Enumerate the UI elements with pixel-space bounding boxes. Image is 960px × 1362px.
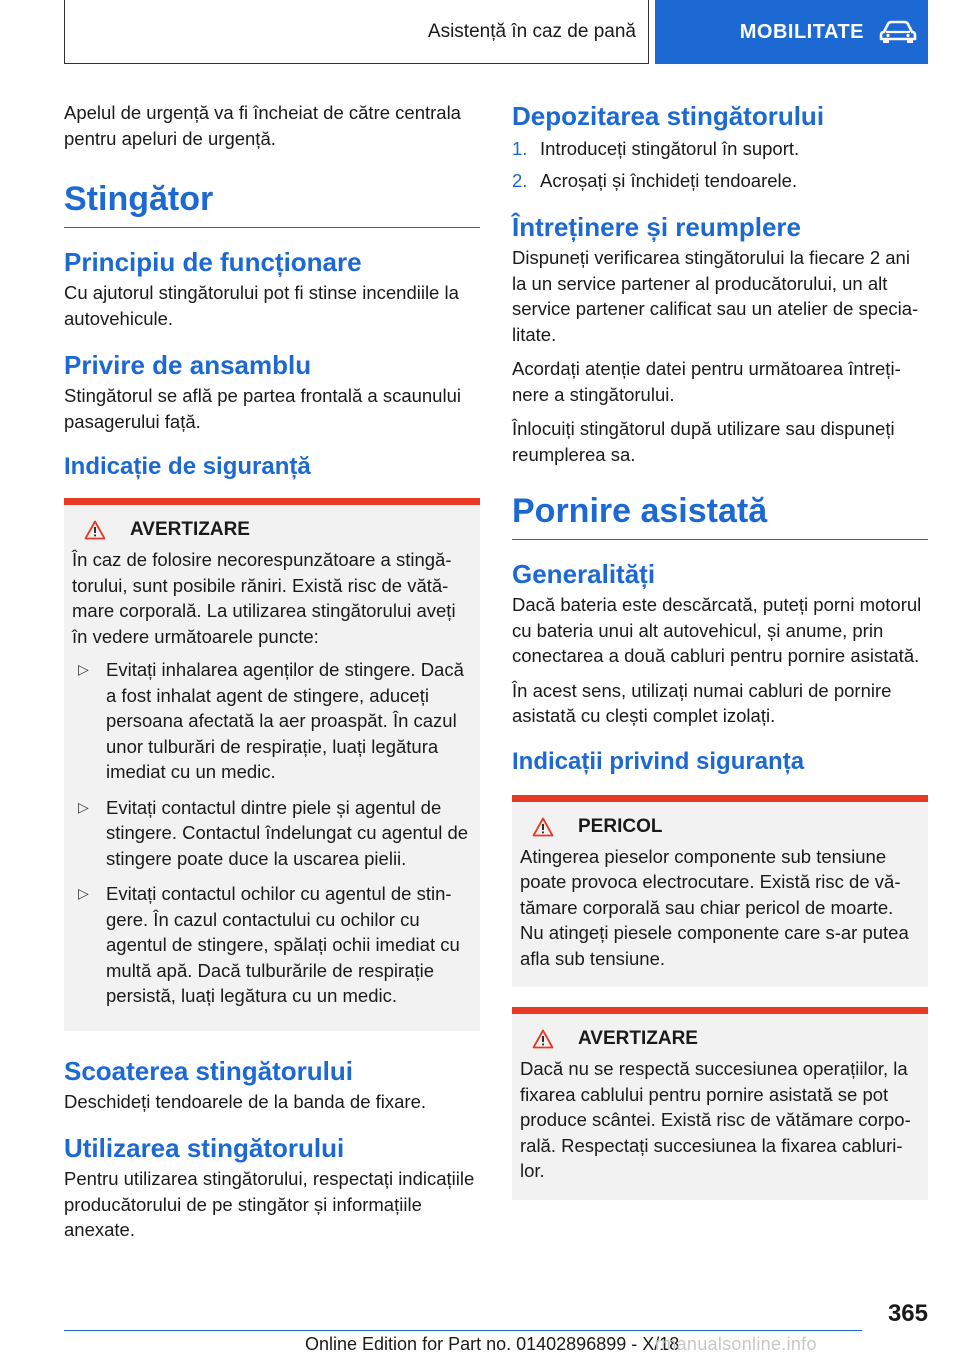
use-text: Pentru utilizarea stingătorului, respectați indicațiile producătorului de pe stingător și informațiile anexate.: [64, 1168, 475, 1240]
heading-storage: Depozitarea stingătorului: [512, 101, 825, 131]
warning-triangle-icon: [84, 520, 106, 540]
right-column: [512, 100, 928, 1220]
danger-text: Atingerea pieselor componente sub tensiune poate provoca electrocutare. Există risc de vătămare corporală sau chiar pericol de moarte. Nu atingeți piesele componente care s-ar putea afla sub tensiune.: [520, 845, 909, 969]
danger-header: [520, 816, 920, 838]
list-item: ▷ Evitați contactul dintre piele și agentul de stingere. Contactul îndelungat cu agentul de stingere poate duce la uscarea pielii.: [78, 796, 469, 869]
list-item: 2. Acroșați și închideți tendoarele.: [512, 169, 798, 191]
heading-use: Utilizarea stingătorului: [64, 1133, 345, 1163]
page-header: [64, 0, 928, 66]
removal-text: Deschideți tendoarele de la banda de fixare.: [64, 1090, 427, 1112]
heading-removal: Scoaterea stingătorului: [64, 1055, 353, 1086]
heading-extinguisher: Stingător: [64, 179, 480, 228]
watermark-text: rmanualsonline.info: [655, 1334, 817, 1354]
heading-maintenance: Întreținere și reumplere: [512, 212, 801, 242]
warning-box-2: [512, 1007, 928, 1200]
list-item: ▷ Evitați contactul ochilor cu agentul de stingere. În cazul contactului cu ochilor cu agentul de stingere, spălați ochii imediat cu multă apă. Dacă tulburările de respirație persistă, luați legătura cu un medic.: [78, 883, 460, 1006]
general-text-1: Dacă bateria este descărcată, puteți porni motorul cu bateria unui alt autovehicul, și anume, prin conectarea a două cabluri pentru pornire asistată.: [512, 594, 922, 666]
storage-steps: [512, 136, 928, 193]
warning-header-2: [520, 1028, 920, 1050]
general-text-2: În acest sens, utilizați numai cabluri de pornire asistată cu clești complet izolați.: [512, 679, 892, 726]
warning-header: [72, 519, 472, 541]
heading-safety-info: Indicații privind siguranța: [512, 747, 805, 775]
heading-jump-start: Pornire asistată: [512, 491, 928, 540]
overview-text: Stingătorul se află pe partea frontală a scaunului pasagerului față.: [64, 385, 461, 432]
warning-bullets: [72, 657, 472, 1009]
car-icon: [878, 20, 918, 44]
chapter-tab-label: MOBILITATE: [739, 20, 864, 43]
bullet-triangle-icon: ▷: [78, 885, 89, 901]
edition-text: Online Edition for Part no. 01402896899 - X/18: [305, 1334, 680, 1354]
heading-overview: Privire de ansamblu: [64, 350, 312, 380]
warning-text-2: Dacă nu se respectă succesiunea operațiilor, la fixarea cablului pentru pornire asistată se pot produce scântei. Există risc de vătămare corporală. Respectați succesiunea la fixarea cablurilor.: [520, 1058, 911, 1181]
section-title: Asistență în caz de pană: [64, 0, 649, 64]
bullet-triangle-icon: ▷: [78, 798, 89, 815]
bullet-triangle-icon: ▷: [78, 661, 89, 677]
principle-text: Cu ajutorul stingătorului pot fi stinse incendiile la autovehicule.: [64, 282, 459, 329]
list-item: 1. Introduceți stingătorul în suport.: [512, 138, 800, 159]
warning-text: În caz de folosire necorespunzătoare a stingătorului, sunt posibile răniri. Există risc de vătămare corporală. La utilizarea stingătorului aveți în vedere următoarele puncte:: [72, 549, 456, 647]
intro-paragraph: Apelul de urgență va fi încheiat de către centrala pentru apeluri de urgență.: [64, 102, 461, 149]
heading-principle: Principiu de funcționare: [64, 247, 362, 277]
heading-general: Generalități: [512, 559, 656, 589]
maintenance-text-3: Înlocuiți stingătorul după utilizare sau dispuneți reumplerea sa.: [512, 418, 895, 465]
maintenance-text-1: Dispuneți verificarea stingătorului la fiecare 2 ani la un service partener al producătorului, un alt service partener calificat sau un atelier de specialitate.: [512, 247, 919, 345]
maintenance-text-2: Acordați atenție datei pentru următoarea întreținere a stingătorului.: [512, 358, 901, 405]
page-number: 365: [887, 1300, 928, 1327]
footer-divider: [64, 1330, 862, 1331]
danger-box: [512, 795, 928, 988]
list-item: ▷ Evitați inhalarea agenților de stingere. Dacă a fost inhalat agent de stingere, aduceți persoana afectată la aer proaspăt. În cazul unor tulburări de respirație, luați legătura imediat cu un medic.: [78, 659, 464, 782]
warning-label: AVERTIZARE: [130, 519, 250, 540]
warning-triangle-icon: [532, 817, 554, 837]
warning-triangle-icon: [532, 1029, 554, 1049]
warning-box: [64, 498, 480, 1031]
warning-label-2: AVERTIZARE: [578, 1028, 698, 1049]
heading-safety: Indicație de siguranță: [64, 453, 311, 480]
chapter-tab[interactable]: [655, 0, 928, 64]
left-column: [64, 100, 480, 1252]
danger-label: PERICOL: [578, 815, 663, 837]
